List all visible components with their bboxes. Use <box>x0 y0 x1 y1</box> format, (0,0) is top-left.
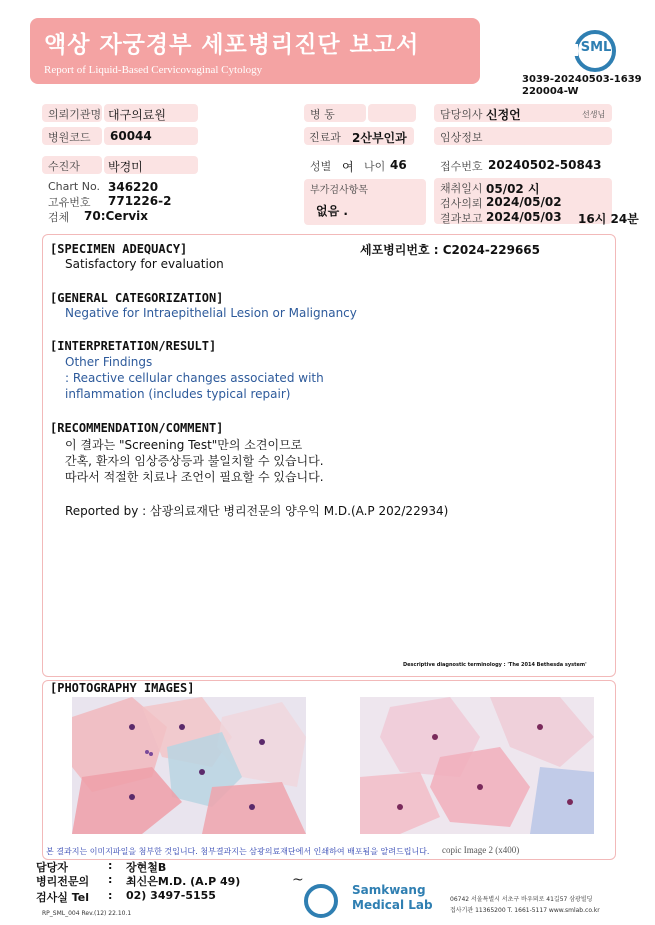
collect-value: 05/02 시 <box>486 182 540 196</box>
lab-name-line2: Medical Lab <box>352 898 433 912</box>
sex-value: 여 <box>342 160 354 174</box>
general-text: Negative for Intraepithelial Lesion or Malignancy <box>65 306 357 320</box>
report-subtitle: Report of Liquid-Based Cervicovaginal Cytology <box>44 64 263 76</box>
tel-colon: : <box>108 889 113 902</box>
staff-value: 장현철B <box>126 861 167 874</box>
chart-label: Chart No. <box>48 180 100 193</box>
microscopic-image-2 <box>360 697 594 834</box>
id-value: 771226-2 <box>108 194 172 208</box>
specimen-label: 검체 <box>48 211 70 224</box>
receipt-label: 접수번호 <box>440 160 483 173</box>
report-time-value: 16시 24분 <box>578 212 639 226</box>
hospital-code-label: 병원코드 <box>42 127 102 145</box>
doctor-suffix: 선생님 <box>582 110 606 119</box>
microscopic-image-1 <box>72 697 306 834</box>
ward-box <box>368 104 416 122</box>
doc-number <box>522 74 642 98</box>
recommendation-line3: 따라서 적절한 치료나 조언이 필요할 수 있습니다. <box>65 470 324 484</box>
doc-number-line2: 220004-W <box>522 86 579 97</box>
reported-by: Reported by : 삼광의료재단 병리전문의 양우익 M.D.(A.P 202/22934) <box>65 504 449 518</box>
adequacy-heading: [SPECIMEN ADEQUACY] <box>50 242 188 256</box>
dept-value: 2산부인과 <box>352 131 407 145</box>
collect-label: 채취일시 <box>440 182 483 195</box>
photography-heading: [PHOTOGRAPHY IMAGES] <box>50 681 195 695</box>
report-label: 결과보고 <box>440 212 483 225</box>
general-heading: [GENERAL CATEGORIZATION] <box>50 291 224 305</box>
extra-value: 없음 . <box>316 204 348 218</box>
age-label: 나이 <box>364 160 386 173</box>
interpretation-line3: inflammation (includes typical repair) <box>65 387 291 401</box>
id-label: 고유번호 <box>48 196 91 209</box>
chart-value: 346220 <box>108 180 159 194</box>
lab-name-line1: Samkwang <box>352 883 426 897</box>
report-title: 액상 자궁경부 세포병리진단 보고서 <box>44 32 420 58</box>
receipt-value: 20240502-50843 <box>488 158 602 172</box>
extra-label: 부가검사항목 <box>310 185 368 196</box>
doctor-label: 담당의사 <box>440 108 483 121</box>
pathologist-colon: : <box>108 873 113 886</box>
footer-signature-icon: ~ <box>292 872 304 888</box>
institution-label: 의뢰기관명 <box>42 104 102 122</box>
interpretation-line2: : Reactive cellular changes associated with <box>65 371 324 385</box>
recommendation-line2: 간혹, 환자의 임상증상등과 불일치할 수 있습니다. <box>65 454 324 468</box>
footer-sml-logo-icon <box>304 884 338 918</box>
terminology-note: Descriptive diagnostic terminology : 'The 2014 Bethesda system' <box>403 662 587 668</box>
doctor-value: 신정언 <box>486 108 521 122</box>
staff-colon: : <box>108 859 113 872</box>
clinical-label: 임상정보 <box>434 127 612 145</box>
specimen-value: 70:Cervix <box>84 209 149 223</box>
institution-value: 대구의료원 <box>108 108 166 122</box>
cytology-number: 세포병리번호 : C2024-229665 <box>360 243 540 257</box>
sex-label: 성별 <box>310 160 332 173</box>
lab-address: 06742 서울특별시 서초구 바우뫼로 41길57 삼광빌딩 <box>450 896 593 903</box>
tel-value: 02) 3497-5155 <box>126 889 216 902</box>
age-value: 46 <box>390 158 407 172</box>
tel-label: 검사실 Tel <box>36 891 89 904</box>
form-code: RP_SML_004 Rev.(12) 22.10.1 <box>42 910 132 917</box>
attachment-notice: 본 결과지는 이미지파일을 첨부한 것입니다. 첨부결과지는 삼광의료재단에서 인쇄하여 배포됨을 알려드립니다. <box>46 847 430 856</box>
request-value: 2024/05/02 <box>486 195 562 209</box>
hospital-code-value: 60044 <box>110 129 152 143</box>
pathologist-value: 최신은M.D. (A.P 49) <box>126 875 241 888</box>
doc-number-line1: 3039-20240503-1639 <box>522 74 642 85</box>
request-label: 검사의뢰 <box>440 197 483 210</box>
recommendation-line1: 이 결과는 "Screening Test"만의 소견이므로 <box>65 438 303 452</box>
image2-caption: copic Image 2 (x400) <box>442 845 520 855</box>
patient-value: 박경미 <box>108 160 143 174</box>
recommendation-heading: [RECOMMENDATION/COMMENT] <box>50 421 224 435</box>
interpretation-line1: Other Findings <box>65 355 153 369</box>
ward-label: 병 동 <box>304 104 366 122</box>
logo-text: SML <box>580 40 612 55</box>
interpretation-heading: [INTERPRETATION/RESULT] <box>50 339 217 353</box>
report-date-value: 2024/05/03 <box>486 210 562 224</box>
dept-label: 진료과 <box>309 131 341 144</box>
staff-label: 담당자 <box>36 861 68 874</box>
pathologist-label: 병리전문의 <box>36 875 90 888</box>
patient-label: 수진자 <box>42 156 102 174</box>
adequacy-text: Satisfactory for evaluation <box>65 257 224 271</box>
lab-contact: 접사기관 11365200 T. 1661-5117 www.smlab.co.kr <box>450 907 600 914</box>
